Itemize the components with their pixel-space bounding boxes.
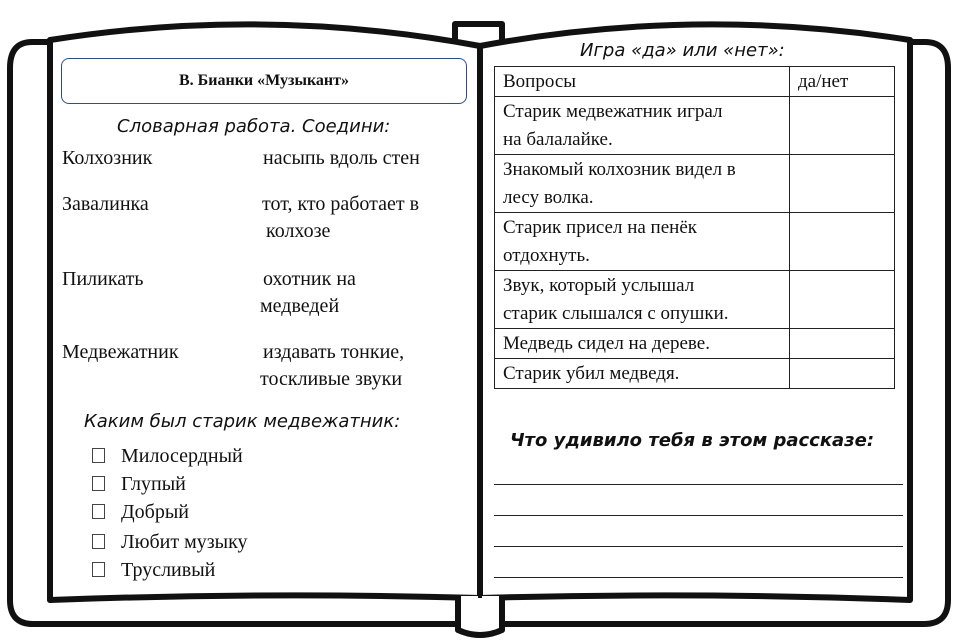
checkbox-icon[interactable] xyxy=(92,476,105,491)
story-title: В. Бианки «Музыкант» xyxy=(61,58,467,104)
choice-item[interactable] xyxy=(92,556,215,584)
choice-item[interactable] xyxy=(92,498,189,526)
question-cell: Знакомый колхозник видел в лесу волка. xyxy=(495,155,790,213)
answer-cell[interactable] xyxy=(790,359,895,389)
column-header-questions: Вопросы xyxy=(495,67,790,97)
choice-label: Глупый xyxy=(121,473,186,495)
choice-item[interactable] xyxy=(92,528,248,556)
table-header-row xyxy=(495,67,895,97)
vocab-definition: колхозе xyxy=(266,220,331,242)
table-row xyxy=(495,329,895,359)
vocab-definition: медведей xyxy=(260,295,340,317)
choice-item[interactable] xyxy=(92,470,186,498)
yes-no-table xyxy=(494,66,895,389)
table-row xyxy=(495,213,895,271)
question-cell: Старик присел на пенёк отдохнуть. xyxy=(495,213,790,271)
answer-line[interactable] xyxy=(494,546,903,547)
vocab-word: Пиликать xyxy=(62,268,144,290)
question-cell: Старик убил медведя. xyxy=(495,359,790,389)
answer-cell[interactable] xyxy=(790,155,895,213)
vocab-definition: насыпь вдоль стен xyxy=(263,147,420,169)
choice-label: Трусливый xyxy=(121,559,216,581)
vocab-word: Колхозник xyxy=(62,147,153,169)
table-row xyxy=(495,271,895,329)
choice-label: Милосердный xyxy=(121,445,243,467)
table-row xyxy=(495,359,895,389)
checkbox-icon[interactable] xyxy=(92,562,105,577)
answer-cell[interactable] xyxy=(790,271,895,329)
answer-line[interactable] xyxy=(494,515,903,516)
answer-line[interactable] xyxy=(494,484,903,485)
question-heading: Что удивило тебя в этом рассказе: xyxy=(510,430,875,451)
answer-cell[interactable] xyxy=(790,213,895,271)
game-heading: Игра «да» или «нет»: xyxy=(580,40,785,61)
vocab-definition: охотник на xyxy=(263,268,356,290)
question-cell: Медведь сидел на дереве. xyxy=(495,329,790,359)
vocab-heading: Словарная работа. Соедини: xyxy=(117,116,391,137)
answer-cell[interactable] xyxy=(790,329,895,359)
choice-label: Добрый xyxy=(121,501,189,523)
vocab-definition: тот, кто работает в xyxy=(262,193,420,215)
choice-heading: Каким был старик медвежатник: xyxy=(84,411,401,432)
question-cell: Старик медвежатник играл на балалайке. xyxy=(495,97,790,155)
answer-line[interactable] xyxy=(494,577,903,578)
checkbox-icon[interactable] xyxy=(92,534,105,549)
table-row xyxy=(495,155,895,213)
answer-cell[interactable] xyxy=(790,97,895,155)
checkbox-icon[interactable] xyxy=(92,448,105,463)
vocab-word: Медвежатник xyxy=(62,341,179,363)
vocab-definition: издавать тонкие, xyxy=(263,341,405,363)
table-row xyxy=(495,97,895,155)
vocab-word: Завалинка xyxy=(62,193,149,215)
vocab-definition: тоскливые звуки xyxy=(260,368,403,390)
column-header-answer: да/нет xyxy=(790,67,895,97)
checkbox-icon[interactable] xyxy=(92,504,105,519)
choice-item[interactable] xyxy=(92,442,243,470)
question-cell: Звук, который услышал старик слышался с опушки. xyxy=(495,271,790,329)
choice-label: Любит музыку xyxy=(121,531,248,553)
